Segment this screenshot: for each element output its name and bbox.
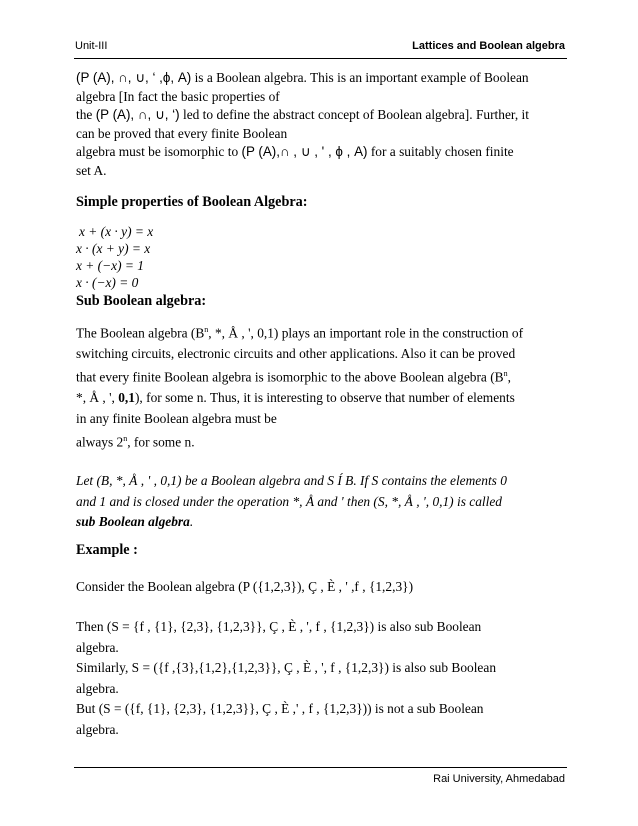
formula-line: x · (x + y) = x bbox=[76, 241, 151, 256]
text-span: always 2 bbox=[76, 434, 124, 450]
text-span: that every finite Boolean algebra is isomorphic to the above Boolean algebra (B bbox=[76, 369, 504, 385]
text-line: and 1 and is closed under the operation *, Å and ' then (S, *, Å , ', 0,1) is called bbox=[76, 493, 502, 509]
superscript: n bbox=[204, 325, 209, 334]
text-span: ), for some n. Thus, it is interesting to observe that number of elements bbox=[134, 390, 515, 406]
definition-paragraph bbox=[76, 471, 570, 533]
superscript: n bbox=[123, 434, 128, 444]
formula-line: x · (−x) = 0 bbox=[76, 275, 139, 290]
page-body bbox=[76, 69, 570, 740]
intro-line bbox=[76, 106, 570, 125]
text-line bbox=[76, 320, 570, 344]
formula-line: x + (x · y) = x bbox=[79, 224, 154, 239]
text-line: algebra. bbox=[76, 639, 119, 655]
text-span: . bbox=[189, 514, 194, 530]
text-span: the bbox=[76, 107, 96, 122]
intro-paragraph bbox=[76, 69, 570, 180]
heading-example: Example : bbox=[76, 541, 138, 558]
superscript: n bbox=[503, 369, 508, 379]
text-span: , *, Å , ', 0,1) plays an important role in the construction of bbox=[208, 325, 524, 341]
bold-term: sub Boolean algebra bbox=[76, 514, 190, 530]
text-span: led to define the abstract concept of Boolean algebra]. Further, it bbox=[179, 107, 529, 122]
text-span: is a Boolean algebra. This is an important example of Boolean bbox=[191, 70, 529, 85]
header-unit: Unit-III bbox=[75, 40, 108, 52]
footer-rule bbox=[74, 767, 567, 768]
formula-line: x + (−x) = 1 bbox=[76, 258, 144, 273]
text-span: *, Å , ', bbox=[76, 390, 119, 406]
intro-line: can be proved that every finite Boolean bbox=[76, 125, 288, 141]
math-inline: (P (A),∩ , ∪ , ' , ϕ , A) bbox=[241, 144, 368, 159]
intro-line: set A. bbox=[76, 162, 107, 178]
text-line bbox=[76, 512, 570, 533]
text-line: switching circuits, electronic circuits and other applications. Also it can be proved bbox=[76, 345, 516, 361]
intro-line: algebra [In fact the basic properties of bbox=[76, 88, 280, 104]
sub-boolean-paragraph bbox=[76, 320, 570, 453]
text-line bbox=[76, 429, 570, 453]
example-block bbox=[76, 577, 570, 741]
bold-span: 0,1 bbox=[118, 390, 135, 406]
heading-simple-properties: Simple properties of Boolean Algebra: bbox=[76, 194, 308, 210]
text-line: Then (S = {f , {1}, {2,3}, {1,2,3}}, Ç , È , ', f , {1,2,3}) is also sub Boolean bbox=[76, 619, 482, 635]
math-inline: (P (A), ∩, ∪, ‘) bbox=[95, 107, 180, 122]
text-span: algebra must be isomorphic to bbox=[76, 144, 242, 159]
text-line: But (S = ({f, {1}, {2,3}, {1,2,3}}, Ç , È ,' , f , {1,2,3})) is not a sub Boolean bbox=[76, 701, 484, 717]
text-line bbox=[76, 364, 570, 388]
text-span: , for some n. bbox=[127, 434, 195, 450]
text-line bbox=[76, 388, 570, 409]
heading-sub-boolean: Sub Boolean algebra: bbox=[76, 293, 207, 309]
text-span: , bbox=[507, 369, 511, 385]
math-inline: (P (A), ∩, ∪, ‘ ,ϕ, A) bbox=[76, 70, 192, 85]
text-line: Similarly, S = ({f ,{3},{1,2},{1,2,3}}, Ç , È , ', f , {1,2,3}) is also sub Boolean bbox=[76, 660, 497, 676]
text-span: for a suitably chosen finite bbox=[367, 144, 514, 159]
header-title: Lattices and Boolean algebra bbox=[412, 40, 565, 52]
header-rule bbox=[74, 58, 567, 59]
text-span: The Boolean algebra (B bbox=[76, 325, 205, 341]
text-line: in any finite Boolean algebra must be bbox=[76, 410, 277, 426]
text-line: Let (B, *, Å , ' , 0,1) be a Boolean algebra and S Í B. If S contains the elements 0 bbox=[76, 473, 507, 489]
text-line: Consider the Boolean algebra (P ({1,2,3}), Ç , È , ' ,f , {1,2,3}) bbox=[76, 578, 414, 594]
intro-line bbox=[76, 69, 570, 88]
formula-block bbox=[76, 223, 570, 291]
text-line: algebra. bbox=[76, 721, 119, 737]
footer-university: Rai University, Ahmedabad bbox=[433, 773, 565, 785]
intro-line bbox=[76, 143, 570, 162]
text-line: algebra. bbox=[76, 680, 119, 696]
